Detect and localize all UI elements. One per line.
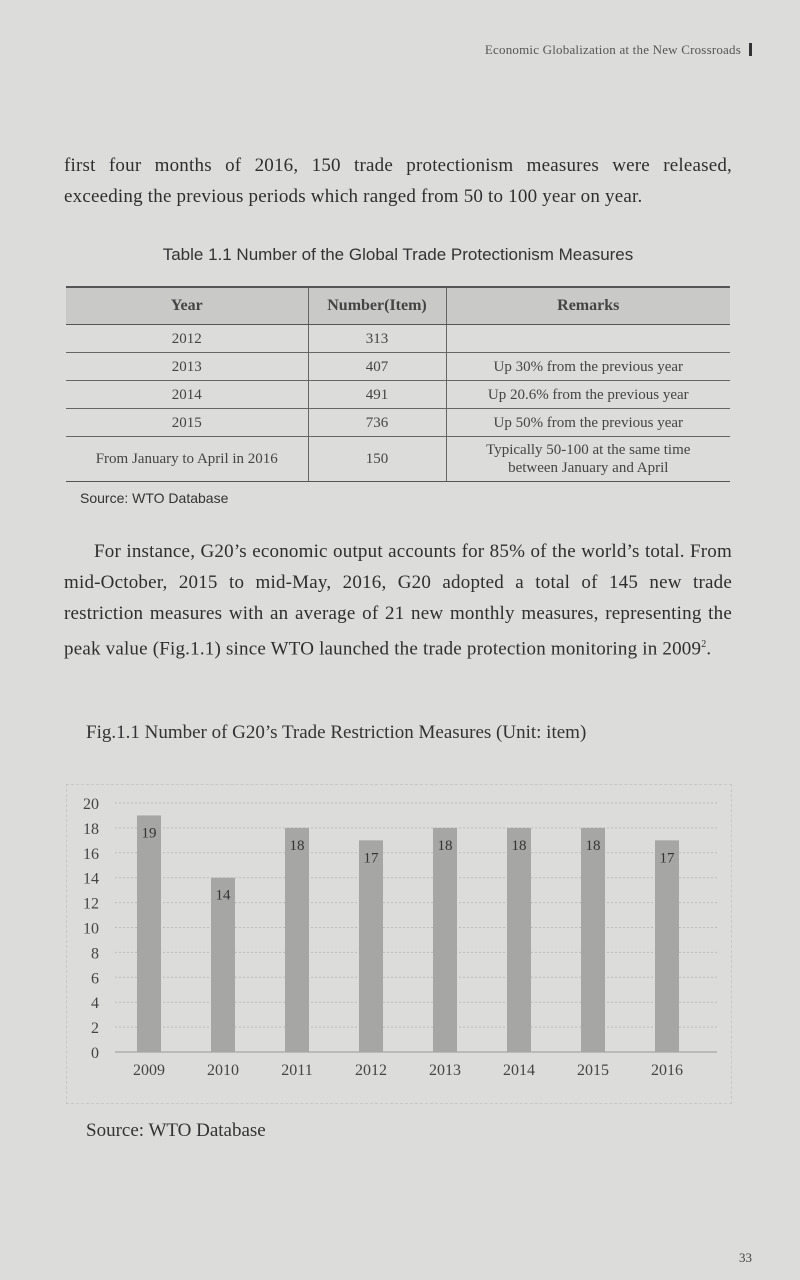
- cell-number: 491: [308, 381, 446, 409]
- header-year: Year: [66, 287, 308, 325]
- table-row: [66, 325, 730, 353]
- bar-2016: [655, 840, 679, 1052]
- y-tick-label: 8: [91, 945, 99, 963]
- table-row: [66, 353, 730, 381]
- x-tick-label-2015: 2015: [577, 1062, 609, 1079]
- data-label-2011: 18: [289, 837, 305, 854]
- bar-2012: [359, 840, 383, 1052]
- y-tick-label: 20: [83, 796, 99, 813]
- paragraph-g20-text: For instance, G20’s economic output accounts for 85% of the world’s total. From mid-October, 2015 to mid-May, 2016, G20 adopted a total of 145 new trade restriction measures with an average of 21 new monthly measures, representing the peak value (Fig.1.1) since WTO launched the trade protection monitoring in 2009: [64, 541, 732, 660]
- data-label-2014: 18: [511, 837, 527, 854]
- data-label-2016: 17: [659, 850, 675, 867]
- y-tick-label: 14: [83, 870, 99, 888]
- bar-2009: [137, 815, 161, 1052]
- table-header-row: [66, 287, 730, 325]
- bar-chart: [67, 785, 731, 1103]
- cell-number: 736: [308, 409, 446, 437]
- bar-2010: [211, 878, 235, 1052]
- cell-number: 313: [308, 325, 446, 353]
- cell-number: 150: [308, 437, 446, 482]
- x-tick-label-2010: 2010: [207, 1062, 239, 1079]
- cell-remarks: [446, 437, 730, 482]
- y-tick-label: 16: [83, 845, 99, 863]
- paragraph-g20-end: .: [706, 638, 712, 660]
- x-tick-label-2014: 2014: [503, 1062, 535, 1079]
- footnote-ref: 2: [701, 639, 707, 650]
- x-tick-label-2009: 2009: [133, 1062, 165, 1079]
- x-tick-label-2016: 2016: [651, 1062, 683, 1079]
- y-tick-label: 0: [91, 1045, 99, 1062]
- running-head: [485, 42, 752, 58]
- cell-year: 2012: [66, 325, 308, 353]
- data-label-2012: 17: [363, 850, 379, 867]
- y-tick-label: 18: [83, 820, 99, 838]
- cell-remarks: [446, 325, 730, 353]
- cell-year: From January to April in 2016: [66, 437, 308, 482]
- bar-2014: [507, 828, 531, 1052]
- bar-2011: [285, 828, 309, 1052]
- cell-number: 407: [308, 353, 446, 381]
- x-tick-label-2011: 2011: [281, 1062, 313, 1079]
- table-row: [66, 437, 730, 482]
- paragraph-g20: [64, 536, 732, 664]
- chart-frame: [66, 784, 732, 1104]
- protectionism-table: [66, 286, 730, 482]
- running-head-text: Economic Globalization at the New Crossroads: [484, 42, 741, 57]
- bar-2013: [433, 828, 457, 1052]
- figure-source: Source: WTO Database: [86, 1120, 266, 1141]
- y-tick-label: 6: [91, 970, 99, 988]
- data-label-2013: 18: [437, 837, 453, 854]
- x-tick-label-2012: 2012: [355, 1062, 387, 1079]
- table-row: [66, 409, 730, 437]
- paragraph-intro: first four months of 2016, 150 trade protectionism measures were released, exceeding the previous periods which ranged from 50 to 100 year on year.: [64, 155, 732, 207]
- figure-title: Fig.1.1 Number of G20’s Trade Restriction Measures (Unit: item): [86, 722, 587, 743]
- data-label-2015: 18: [585, 837, 601, 854]
- y-tick-label: 10: [83, 920, 99, 938]
- header-remarks: Remarks: [446, 287, 730, 325]
- cell-year: 2015: [66, 409, 308, 437]
- cell-year: 2014: [66, 381, 308, 409]
- cell-remarks: Up 30% from the previous year: [446, 353, 730, 381]
- table-row: [66, 381, 730, 409]
- x-tick-label-2013: 2013: [429, 1062, 461, 1079]
- y-tick-label: 2: [91, 1020, 99, 1038]
- running-head-bar: [749, 43, 752, 56]
- cell-year: 2013: [66, 353, 308, 381]
- table-title: Table 1.1 Number of the Global Trade Protectionism Measures: [162, 245, 634, 264]
- data-label-2010: 14: [215, 887, 231, 904]
- cell-remarks-line2: between January and April: [508, 460, 669, 476]
- cell-remarks-line1: Typically 50-100 at the same time: [486, 442, 691, 458]
- cell-remarks: Up 20.6% from the previous year: [446, 381, 730, 409]
- bar-2015: [581, 828, 605, 1052]
- cell-remarks: Up 50% from the previous year: [446, 409, 730, 437]
- page-number: 33: [739, 1250, 752, 1265]
- data-label-2009: 19: [141, 825, 157, 842]
- table-source: Source: WTO Database: [80, 490, 229, 506]
- y-tick-label: 4: [91, 995, 99, 1013]
- y-tick-label: 12: [83, 895, 99, 913]
- header-number: Number(Item): [308, 287, 446, 325]
